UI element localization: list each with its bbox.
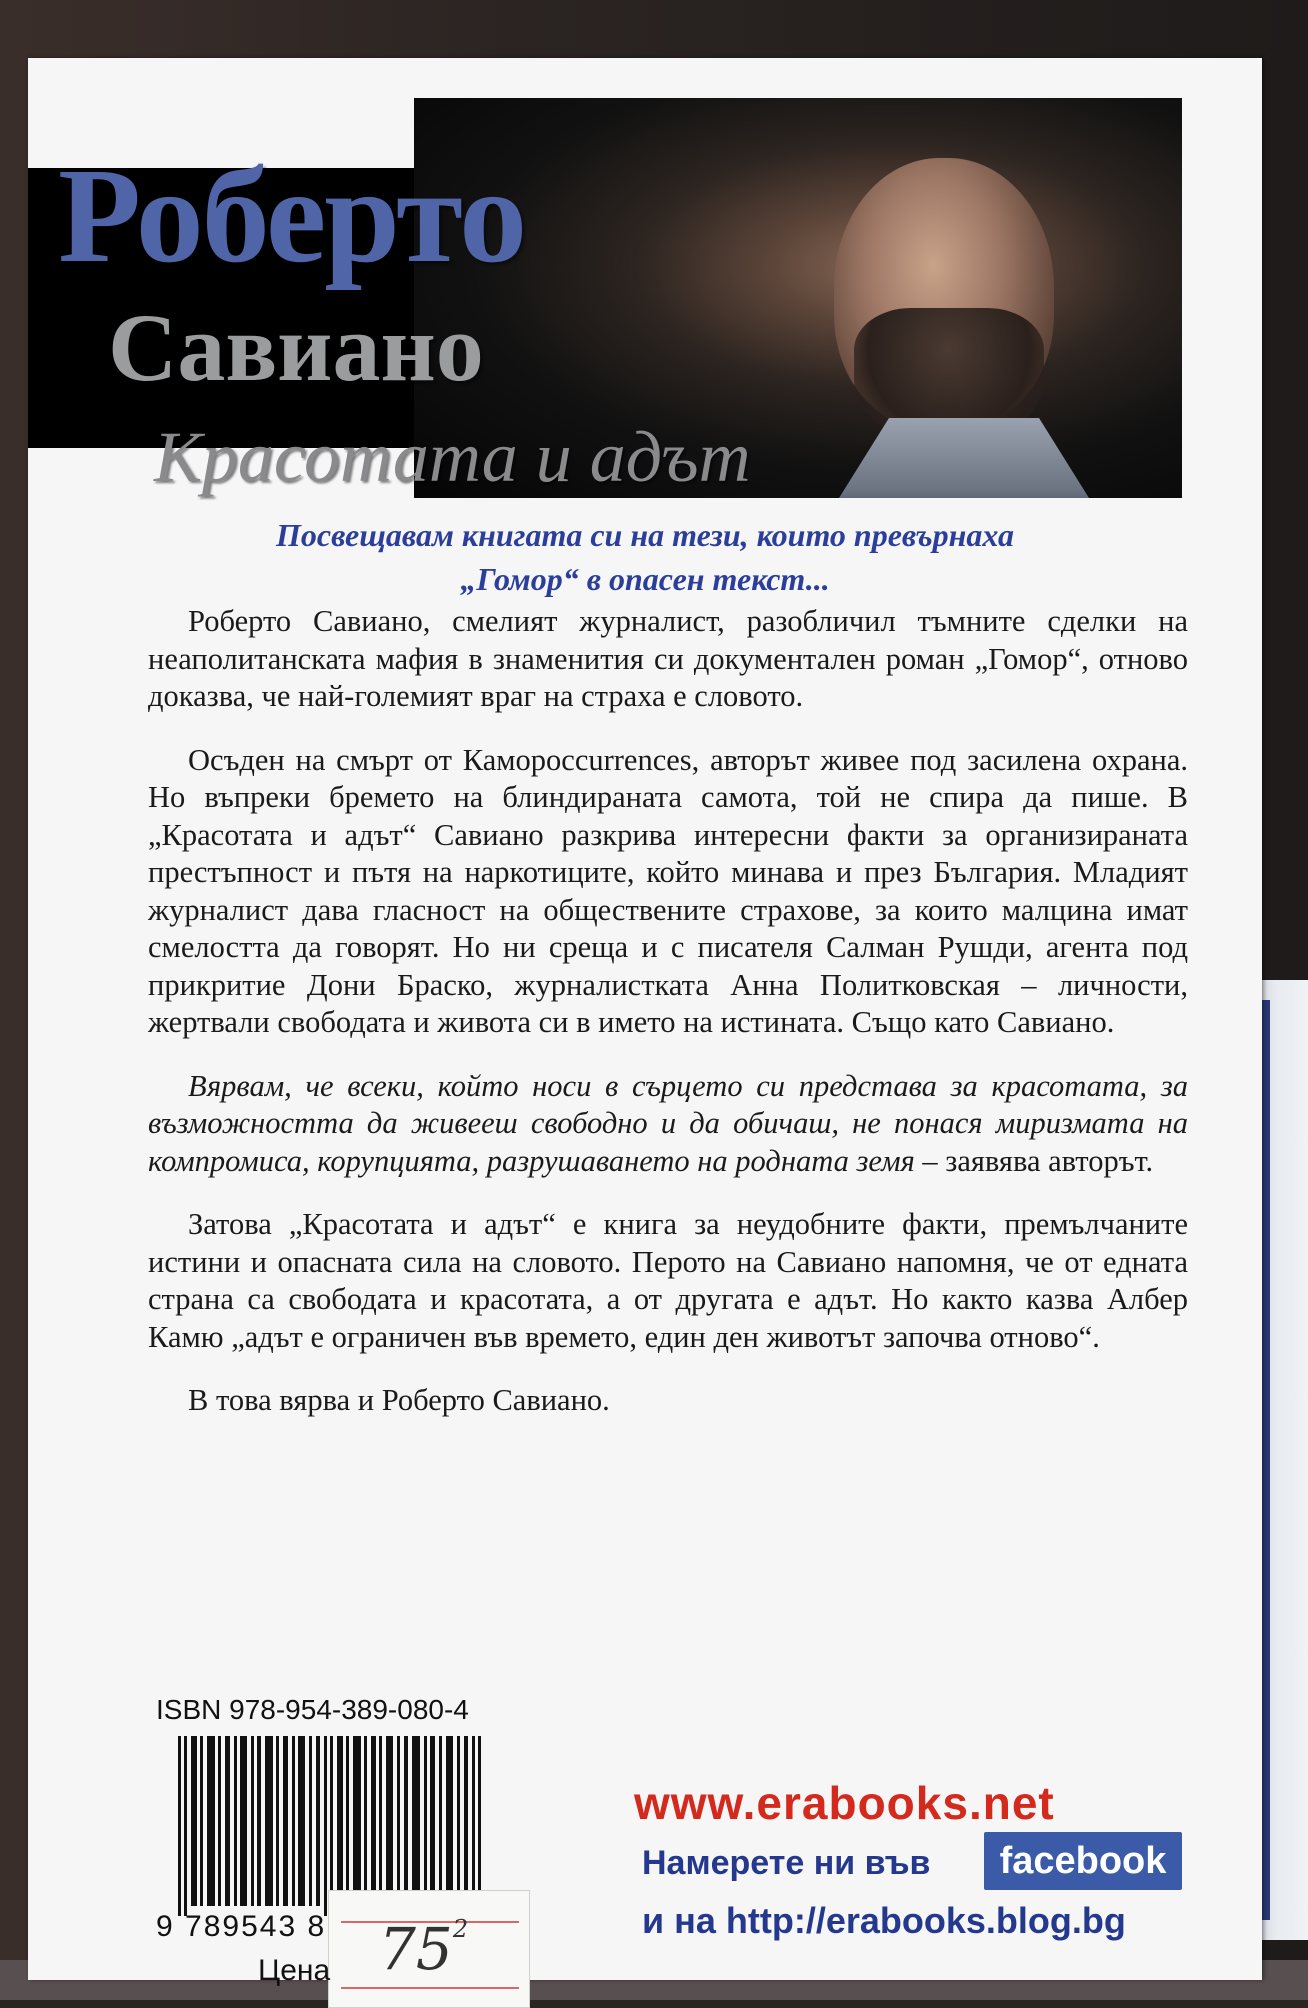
publisher-website: www.erabooks.net: [634, 1777, 1055, 1829]
dedication-line-1: Посвещавам книгата си на тези, които превърнаха: [276, 517, 1014, 553]
blurb-paragraph-1: Роберто Савиано, смелият журналист, разобличил тъмните сделки на неаполитанската мафия в знаменития си документален роман „Гомор“, отново доказва, че най-големият враг на страха е словото.: [148, 604, 1188, 713]
sticker-line-bottom: [341, 1987, 519, 1989]
blurb-paragraph-5: В това вярва и Роберто Савиано.: [188, 1383, 610, 1417]
price-sticker: [328, 1890, 530, 2008]
adjacent-book-spine: [1262, 980, 1308, 1940]
price-label: Цена: [258, 1954, 331, 1987]
book-title: Красотата и адът: [154, 417, 751, 497]
author-last-name: Савиано: [108, 294, 484, 401]
blurb-text: [148, 603, 1188, 1446]
publisher-blog: и на http://erabooks.blog.bg: [642, 1900, 1126, 1941]
barcode: [178, 1736, 524, 1916]
blurb-paragraph-quote: [148, 1068, 1188, 1181]
blurb-paragraph-2: Осъден на смърт от Каморoccurrences, авторът живее под засилена охрана. Но въпреки бремето на блиндираната самота, той не спира да пише. В „Красотата и адът“ Савиано разкрива интересни факти за организираната престъпност и пътя на наркотиците, който минава и през България. Младият журналист дава гласност на обществените страхове, за които малцина имат смелостта да говорят. Но ни среща и с писателя Салман Рушди, агента под прикритие Дони Браско, журналистката Анна Политковская – личности, жертвали свободата и живота си в името на истината. Също като Савиано.: [148, 742, 1188, 1039]
quote-attribution: – заявява авторът.: [914, 1143, 1154, 1178]
book-back-cover: [28, 58, 1262, 1987]
author-first-name: Роберто: [58, 141, 526, 291]
find-us-text: Намерете ни във: [642, 1844, 931, 1882]
author-quote: Вярвам, че всеки, който носи в сърцето си представа за красотата, за възможността да живееш свободно и да обичаш, не понася миризмата на компромиса, корупцията, разрушаването на родната земя: [148, 1068, 1188, 1178]
blurb-paragraph-4: Затова „Красотата и адът“ е книга за неудобните факти, премълчаните истини и опасната сила на словото. Перото на Савиано напомня, че от едната страна са свободата и красотата, а от другата е адът. Но както казва Албер Камю „адът е ограничен във времето, един ден животът започва отново“.: [148, 1207, 1188, 1354]
dedication-line-2: „Гомор“ в опасен текст...: [460, 561, 830, 597]
handwritten-price: $75^2$: [379, 1915, 469, 1983]
barcode-digits: 9 789543 8: [156, 1910, 327, 1943]
facebook-badge: facebook: [984, 1832, 1182, 1890]
isbn-label: ISBN 978-954-389-080-4: [156, 1694, 469, 1725]
author-shirt-collar: [814, 418, 1114, 498]
dedication: [28, 513, 1262, 601]
